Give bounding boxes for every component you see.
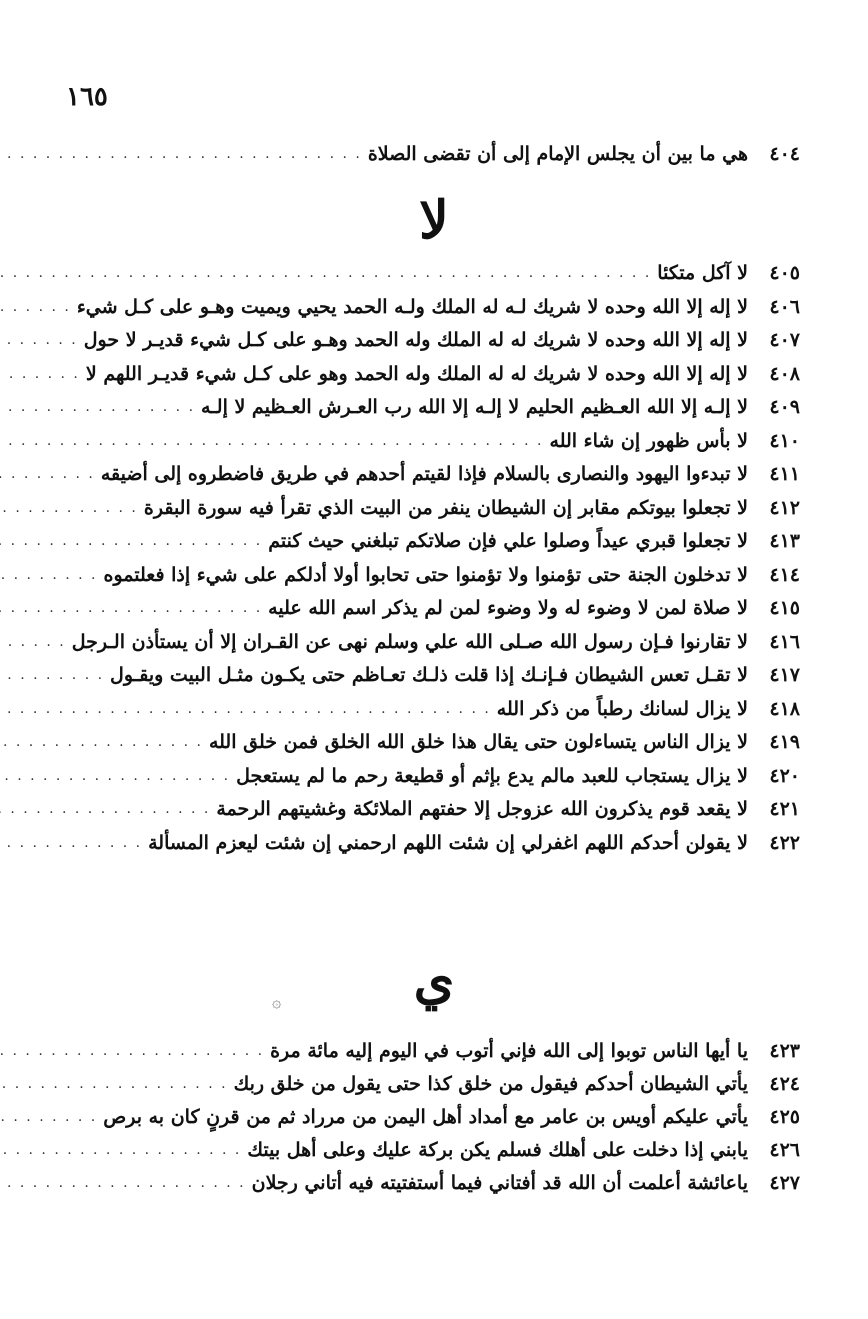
ornament-icon: ۞ [272,992,282,1011]
entry-number: ٤٠٦ [769,295,800,318]
index-entry [40,1067,800,1101]
entry-text: ياعائشة أعلمت أن الله قد أفتاني فيما أستفتيته فيه أتاني رجلان [251,1172,748,1194]
leader-dots [0,567,98,583]
entry-text: لا صلاة لمن لا وضوء له ولا وضوء لمن لم يذكر اسم الله عليه [268,597,748,619]
index-entry [40,357,800,391]
entry-text: لا إلـه إلا الله العـظيم الحليم لا إلـه إلا الله رب العـرش العـظيم لا إلـه [201,396,748,418]
entry-number: ٤١٣ [769,530,800,552]
entry-text: لا بأس ظهور إن شاء الله [549,429,748,452]
index-entry [40,591,800,625]
leader-dots [0,466,95,482]
leader-dots [0,433,544,449]
index-entry [40,390,800,424]
index-entry [40,625,800,659]
index-entry [40,1133,800,1167]
index-entry [40,457,800,491]
index-entry [40,1100,800,1134]
entry-text: يا أيها الناس توبوا إلى الله فإني أتوب في اليوم إليه مائة مرة [270,1040,748,1062]
index-entry [40,137,800,171]
leader-dots [0,399,195,415]
entry-number: ٤١٤ [769,563,800,586]
entry-text: لا يزال يستجاب للعبد مالم يدع بإثم أو قطيعة رحم ما لم يستعجل [236,764,748,787]
leader-dots [0,265,651,281]
entry-number: ٤٠٤ [769,143,800,165]
leader-dots [0,299,71,315]
section-heading: لا [419,190,449,251]
leader-dots [0,1109,97,1125]
leader-dots [0,768,230,784]
entry-text: يابني إذا دخلت على أهلك فسلم يكن بركة عليك وعلى أهل بيتك [247,1139,748,1161]
entry-text: لا تجعلوا بيوتكم مقابر إن الشيطان ينفر من البيت الذي تقرأ فيه سورة البقرة [143,496,748,519]
entry-text: يأتي الشيطان أحدكم فيقول من خلق كذا حتى يقول من خلق ربك [233,1073,748,1095]
entry-number: ٤٢٥ [769,1106,800,1128]
index-entry [40,256,800,290]
index-entry [40,323,800,357]
leader-dots [0,734,203,750]
entry-text: لا يقعد قوم يذكرون الله عزوجل إلا حفتهم الملائكة وغشيتهم الرحمة [216,798,748,820]
entry-number: ٤٠٥ [769,262,800,284]
entry-number: ٤١٦ [769,630,800,653]
entry-text: هي ما بين أن يجلس الإمام إلى أن تقضى الصلاة [367,143,748,165]
leader-dots [0,533,262,549]
leader-dots [0,801,210,817]
index-entry [40,1166,800,1200]
entry-number: ٤١٩ [769,731,800,753]
leader-dots [0,600,262,616]
entry-number: ٤٠٩ [769,396,800,418]
entry-text: لا إله إلا الله وحده لا شريك له له الملك وله الحمد وهو على كـل شيء قديـر اللهم لا [85,362,748,385]
leader-dots [0,500,138,516]
leader-dots [0,1043,264,1059]
leader-dots [0,1076,228,1092]
leader-dots [0,667,104,683]
entry-text: لا تبدءوا اليهود والنصارى بالسلام فإذا لقيتم أحدهم في طريق فاضطروه إلى أضيقه [100,463,748,485]
leader-dots [0,332,78,348]
entry-number: ٤١٧ [769,664,800,686]
entry-text: لا يزال لسانك رطباً من ذكر الله [496,697,748,720]
entry-number: ٤١٥ [769,597,800,619]
entry-number: ٤١٢ [769,496,800,519]
entry-text: لا تجعلوا قبري عيداً وصلوا علي فإن صلاتكم تبلغني حيث كنتم [268,530,748,552]
index-entry [40,658,800,692]
entry-number: ٤٢٣ [769,1040,800,1062]
entry-text: لا إله إلا الله وحده لا شريك له له الملك وله الحمد وهـو على كـل شيء قديـر لا حول [83,329,748,351]
index-entry [40,1034,800,1068]
entry-number: ٤٢٦ [769,1139,800,1161]
entry-number: ٤٢٧ [769,1172,800,1194]
leader-dots [0,1175,246,1191]
entry-text: لا تدخلون الجنة حتى تؤمنوا ولا تؤمنوا حتى تحابوا أولا أدلكم على شيء إذا فعلتموه [103,563,748,586]
leader-dots [0,146,362,162]
entry-text: يأتي عليكم أويس بن عامر مع أمداد أهل اليمن من مرراد ثم من قرنٍ كان به برص [103,1106,748,1128]
entry-number: ٤٢١ [769,798,800,820]
entry-text: لا يقولن أحدكم اللهم اغفرلي إن شئت اللهم ارحمني إن شئت ليعزم المسألة [148,831,748,854]
entry-text: لا تقارنوا فـإن رسول الله صـلى الله علي وسلم نهى عن القـران إلا أن يستأذن الـرجل [71,630,748,653]
index-entry [40,826,800,860]
index-entry [40,524,800,558]
index-entry [40,759,800,793]
entry-text: لا تقـل تعس الشيطان فـإنـك إذا قلت ذلـك تعـاظم حتى يكـون مثـل البيت ويقـول [110,664,748,686]
index-entry [40,558,800,592]
leader-dots [0,1142,241,1158]
index-entry [40,290,800,324]
index-entry [40,424,800,458]
leader-dots [0,634,66,650]
leader-dots [0,701,491,717]
entry-text: لا إله إلا الله وحده لا شريك لـه له الملك ولـه الحمد يحيي ويميت وهـو على كـل شيء [76,295,748,318]
entry-number: ٤١٠ [769,429,800,452]
index-entry [40,725,800,759]
entry-number: ٤٢٢ [769,831,800,854]
entry-number: ٤٢٠ [769,764,800,787]
entry-text: لا يزال الناس يتساءلون حتى يقال هذا خلق الله الخلق فمن خلق الله [208,731,748,753]
leader-dots [0,835,142,851]
page-number: ١٦٥ [66,82,108,112]
entry-number: ٤٠٧ [769,329,800,351]
index-entry [40,792,800,826]
index-entry [40,491,800,525]
entry-text: لا آكل متكئا [657,262,748,284]
section-heading: ي [413,950,455,1011]
leader-dots [0,366,80,382]
index-entry [40,692,800,726]
entry-number: ٤١١ [769,463,800,485]
entry-number: ٤٠٨ [769,362,800,385]
entry-number: ٤٢٤ [769,1073,800,1095]
entry-number: ٤١٨ [769,697,800,720]
